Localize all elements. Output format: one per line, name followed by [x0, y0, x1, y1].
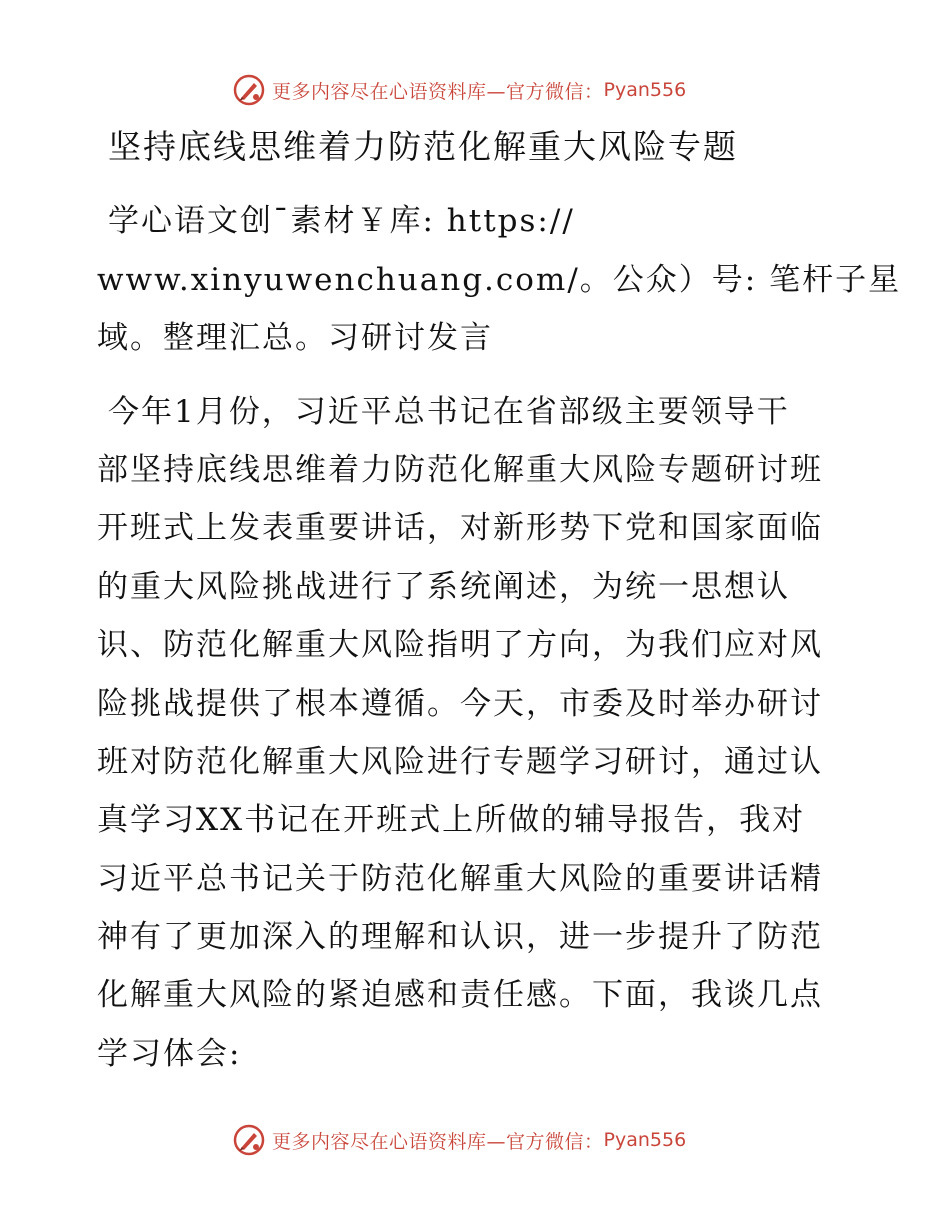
source-line-1: 学心语文创¯素材￥库: https:// — [108, 203, 575, 239]
body-line-10: 神有了更加深入的理解和认识，进一步提升了防范 — [97, 919, 823, 955]
body-line-7: 班对防范化解重大风险进行专题学习研讨，通过认 — [97, 744, 823, 780]
body-line-4: 的重大风险挑战进行了系统阐述，为统一思想认 — [97, 569, 790, 605]
source-line-3: 域。整理汇总。习研讨发言 — [97, 320, 493, 356]
quill-pen-logo-icon — [232, 73, 266, 107]
watermark-handle: Pyan556 — [603, 1129, 687, 1151]
watermark-handle: Pyan556 — [603, 79, 687, 101]
watermark-footer — [232, 1123, 686, 1157]
watermark-text: 更多内容尽在心语资料库—官方微信： — [272, 1130, 604, 1153]
body-line-2: 部坚持底线思维着力防范化解重大风险专题研讨班 — [97, 452, 823, 488]
body-line-12: 学习体会: — [97, 1036, 242, 1072]
watermark-header — [232, 73, 686, 107]
body-line-6: 险挑战提供了根本遵循。今天，市委及时举办研讨 — [97, 686, 823, 722]
body-line-9: 习近平总书记关于防范化解重大风险的重要讲话精 — [97, 861, 823, 897]
body-line-5: 识、防范化解重大风险指明了方向，为我们应对风 — [97, 627, 823, 663]
body-line-11: 化解重大风险的紧迫感和责任感。下面，我谈几点 — [97, 977, 823, 1013]
body-line-3: 开班式上发表重要讲话，对新形势下党和国家面临 — [97, 510, 823, 546]
body-line-1: 今年1月份，习近平总书记在省部级主要领导干 — [108, 394, 790, 430]
watermark-text: 更多内容尽在心语资料库—官方微信： — [272, 80, 604, 103]
document-title: 坚持底线思维着力防范化解重大风险专题 — [108, 127, 738, 166]
source-line-2: www.xinyuwenchuang.com/。公众）号: 笔杆子星 — [97, 262, 902, 298]
quill-pen-logo-icon — [232, 1123, 266, 1157]
body-line-8: 真学习XX书记在开班式上所做的辅导报告，我对 — [97, 802, 806, 838]
